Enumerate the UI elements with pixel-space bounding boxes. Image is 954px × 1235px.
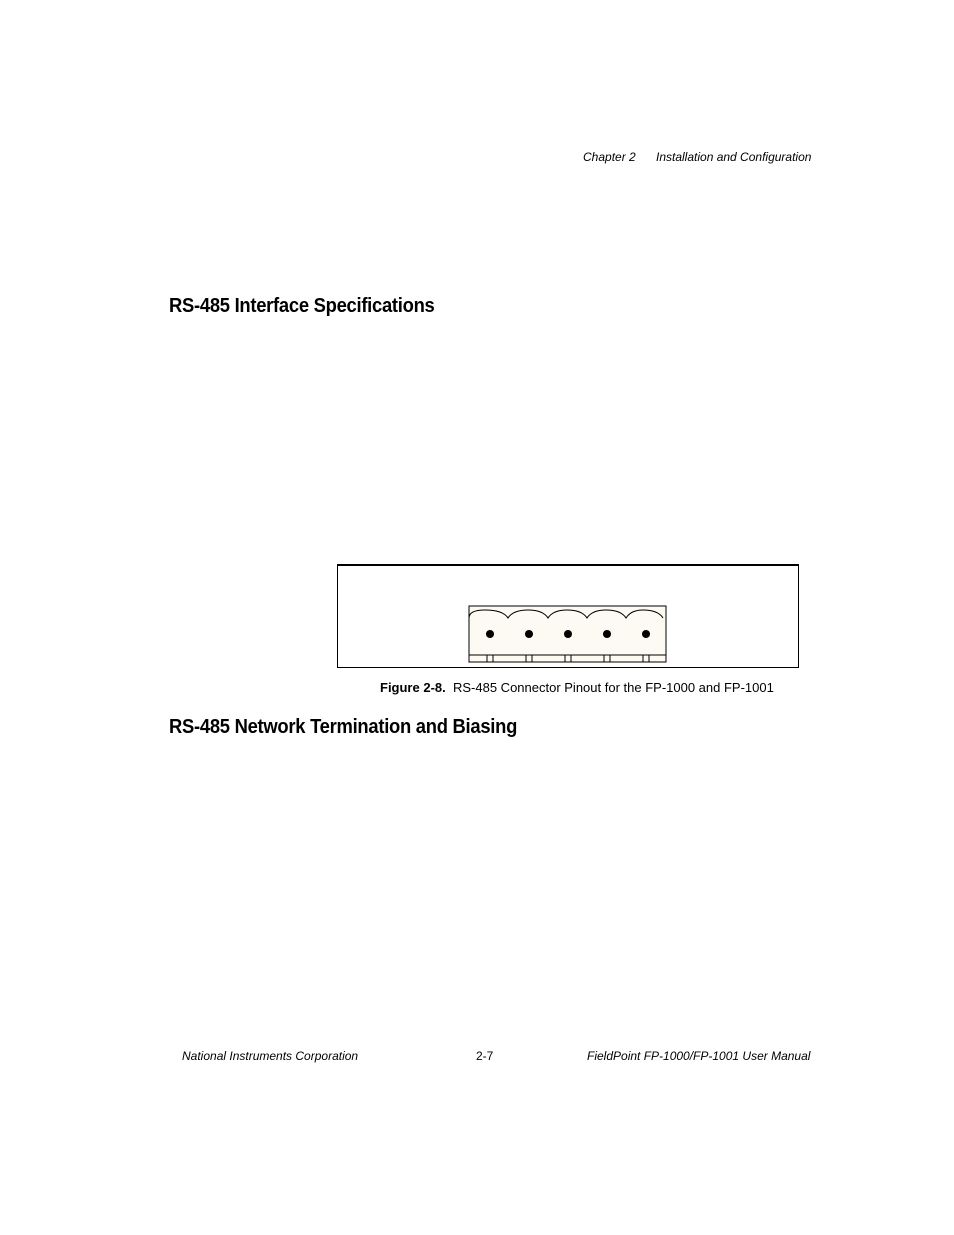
footer-page-number: 2-7 (476, 1049, 494, 1063)
figure-connector-diagram (337, 564, 799, 668)
connector-pinout-svg (338, 566, 800, 670)
footer-manual-title: FieldPoint FP-1000/FP-1001 User Manual (587, 1049, 811, 1063)
pin-dot-4 (603, 630, 611, 638)
pin-dot-5 (642, 630, 650, 638)
figure-title: RS-485 Connector Pinout for the FP-1000 and FP-1001 (452, 680, 774, 695)
header-chapter: Chapter 2 (583, 150, 636, 164)
header-section-title: Installation and Configuration (656, 150, 812, 164)
figure-number: Figure 2-8. (380, 680, 446, 695)
pin-dot-3 (564, 630, 572, 638)
figure-caption (380, 680, 774, 695)
pin-dot-2 (525, 630, 533, 638)
heading-network-termination: RS-485 Network Termination and Biasing (169, 716, 518, 738)
heading-interface-specifications: RS-485 Interface Specifications (169, 295, 435, 317)
pin-dot-1 (486, 630, 494, 638)
footer-company: National Instruments Corporation (182, 1049, 359, 1063)
